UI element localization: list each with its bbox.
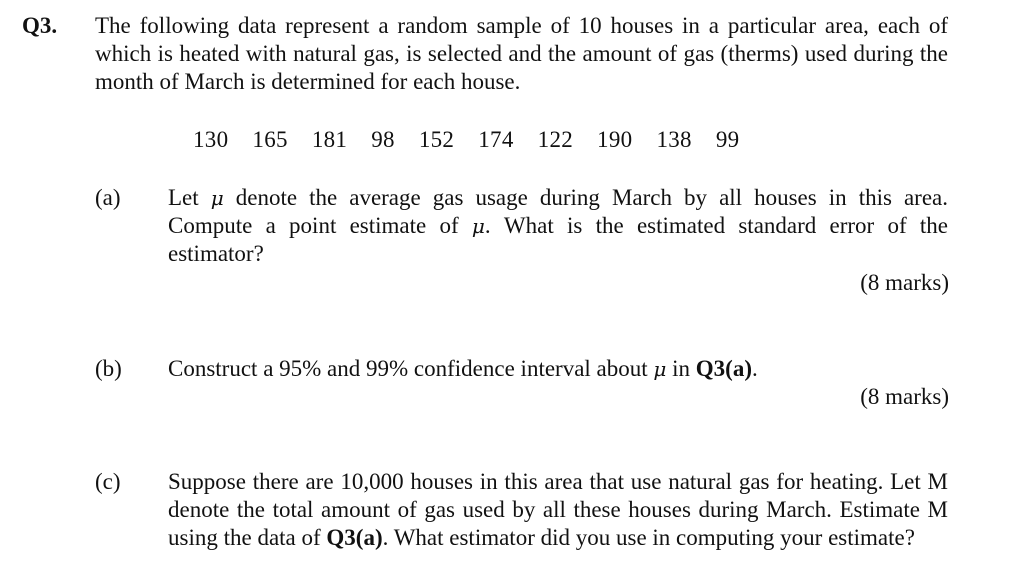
data-value: 122 (537, 127, 574, 152)
part-a-text-3: . What is the estimated standard error of the estimator? (168, 213, 948, 266)
part-a-label: (a) (95, 185, 121, 210)
part-a-marks: (8 marks) (860, 270, 949, 295)
question-intro: The following data represent a random sample of 10 houses in a particular area, each of which is heated with natural gas, is selected and the amount of gas (therms) used during the month of March is determined for each house. (95, 13, 948, 94)
part-b-text-2: in (666, 356, 696, 381)
data-value: 165 (252, 127, 288, 152)
question-number: Q3. (22, 13, 58, 38)
part-c-text (168, 468, 948, 552)
data-value: 190 (597, 127, 633, 152)
part-b-text-3: . (752, 356, 758, 381)
data-value: 138 (656, 127, 692, 152)
data-values-row (193, 126, 739, 154)
mu-symbol: μ (471, 214, 485, 238)
data-value: 181 (311, 127, 348, 152)
part-b-marks: (8 marks) (860, 384, 949, 409)
part-c-label: (c) (95, 469, 121, 494)
mu-symbol: μ (653, 357, 667, 381)
data-value: 130 (193, 127, 229, 152)
mu-symbol: μ (210, 186, 224, 210)
part-a-text-2: denote the average gas usage during March by all houses in this area. Compute a point estimate of (168, 185, 948, 238)
part-b-text-1: Construct a 95% and 99% confidence interval about (168, 356, 654, 381)
part-c-text-2: . What estimator did you use in computing your estimate? (382, 525, 915, 550)
part-b-label: (b) (95, 356, 122, 381)
part-a-text (168, 184, 948, 268)
data-value: 152 (418, 127, 455, 152)
data-value: 99 (715, 127, 740, 152)
part-c-reference: Q3(a) (326, 525, 383, 550)
data-value: 174 (478, 127, 514, 152)
part-c-text-1: Suppose there are 10,000 houses in this area that use natural gas for heating. Let M denote the total amount of gas used by all these houses during March. Estimate M using the data of (168, 469, 948, 550)
data-value: 98 (371, 127, 395, 152)
part-b-text (168, 355, 948, 383)
part-b-reference: Q3(a) (695, 356, 753, 381)
part-a-text-1: Let (168, 185, 211, 210)
